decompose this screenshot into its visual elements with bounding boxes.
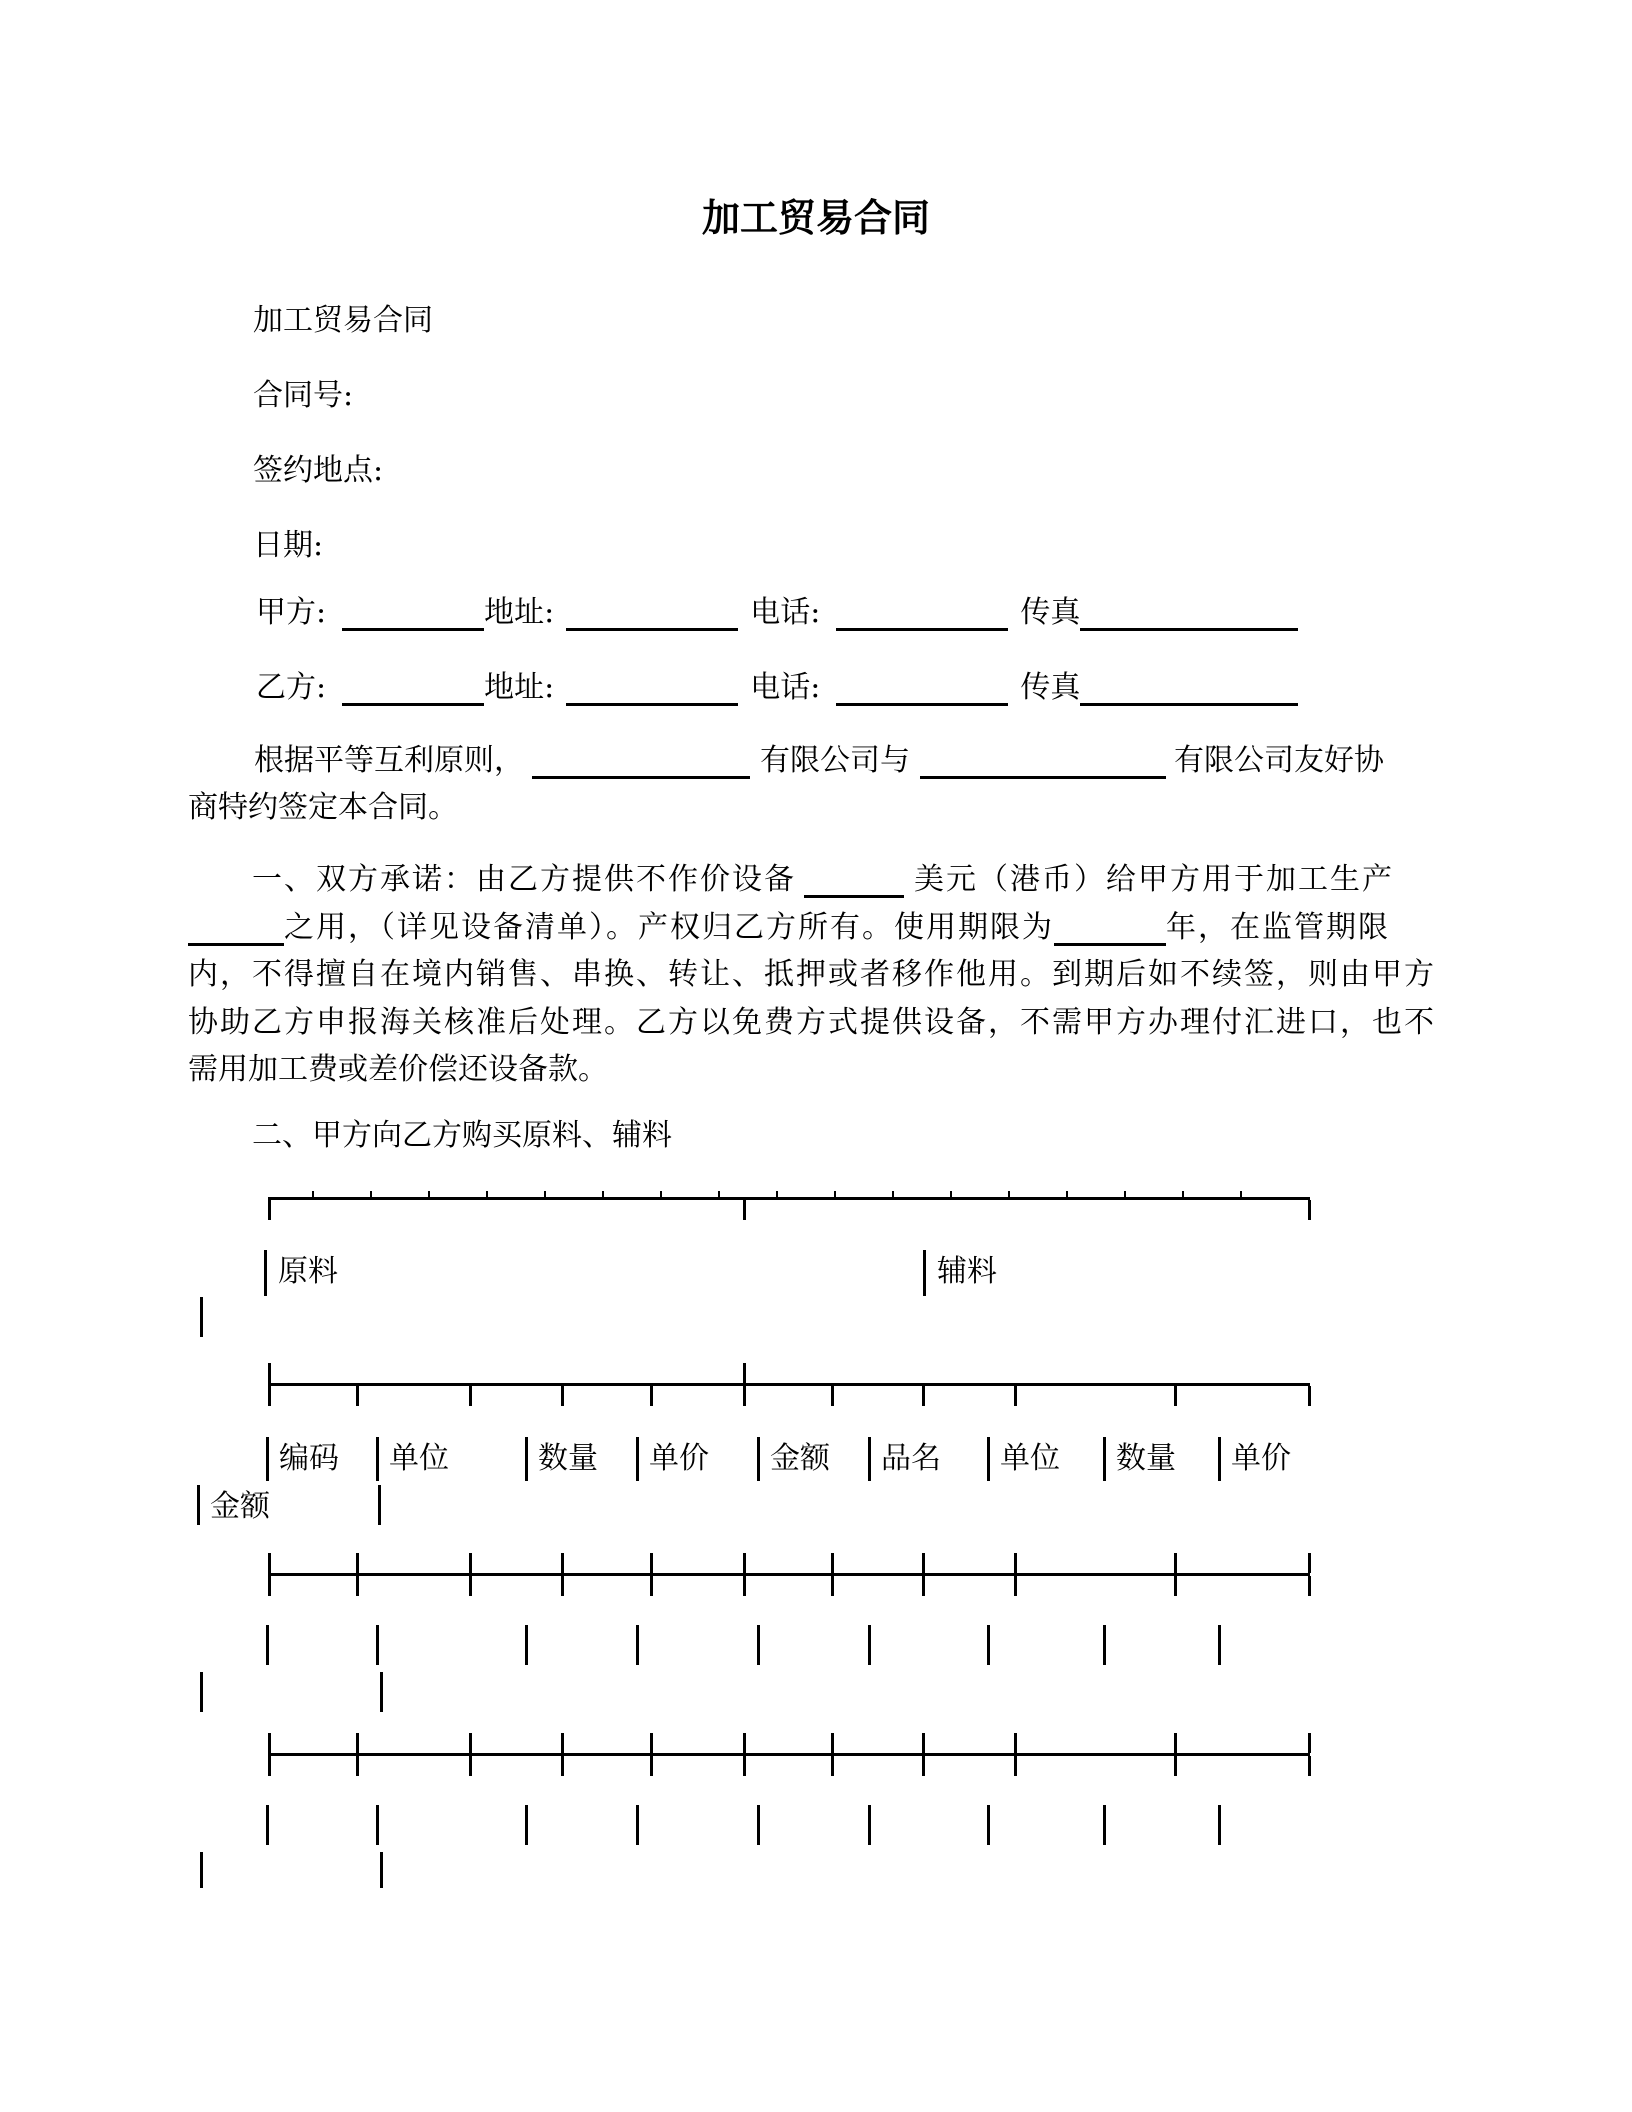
blank-field bbox=[920, 743, 1166, 779]
contract-no-label: 合同号: bbox=[253, 378, 354, 413]
table-rule-tick bbox=[356, 1386, 359, 1406]
table-rule-tick bbox=[1308, 1553, 1311, 1573]
party-b-label: 乙方: bbox=[256, 670, 327, 705]
table-rule-nick bbox=[834, 1191, 836, 1197]
table-rule-tick bbox=[743, 1576, 746, 1596]
table-rule-tick bbox=[743, 1553, 746, 1573]
table-rule-tick bbox=[1174, 1733, 1177, 1753]
col-header-7: 单位 bbox=[1000, 1441, 1060, 1476]
table-rule-line bbox=[268, 1197, 1310, 1200]
blank-field bbox=[1080, 595, 1298, 631]
column-pipe bbox=[200, 1672, 203, 1712]
intro-tail: 有限公司友好协 bbox=[1174, 743, 1384, 778]
table-rule-tick bbox=[268, 1386, 271, 1406]
table-rule-tick bbox=[356, 1553, 359, 1573]
table-rule-tick bbox=[831, 1553, 834, 1573]
table-rule-nick bbox=[1182, 1191, 1184, 1197]
table-rule-tick bbox=[1174, 1756, 1177, 1776]
column-pipe bbox=[376, 1437, 379, 1481]
blank-field bbox=[342, 595, 484, 631]
clause1-line-4: 协助乙方申报海关核准后处理。乙方以免费方式提供设备，不需甲方办理付汇进口，也不 bbox=[188, 1005, 1436, 1040]
blank-field bbox=[836, 595, 1008, 631]
table-rule-tick bbox=[268, 1553, 271, 1573]
date-label: 日期: bbox=[253, 528, 324, 563]
table-rule-tick bbox=[1174, 1576, 1177, 1596]
table-rule-tick bbox=[1308, 1733, 1311, 1753]
col-header-6: 品名 bbox=[881, 1441, 941, 1476]
column-pipe bbox=[200, 1852, 203, 1888]
table-rule-tick bbox=[743, 1386, 746, 1406]
table-rule-tick bbox=[650, 1386, 653, 1406]
column-pipe bbox=[987, 1437, 990, 1481]
table-rule-tick bbox=[650, 1553, 653, 1573]
table-rule-nick bbox=[718, 1191, 720, 1197]
intro-mid: 有限公司与 bbox=[760, 743, 910, 778]
table-rule-tick bbox=[922, 1576, 925, 1596]
clause1-line-5: 需用加工费或差价偿还设备款。 bbox=[188, 1052, 608, 1087]
table-rule-nick bbox=[1066, 1191, 1068, 1197]
table-rule-nick bbox=[602, 1191, 604, 1197]
table-rule-tick bbox=[831, 1733, 834, 1753]
column-pipe bbox=[200, 1297, 203, 1337]
clause1-l1a: 一、双方承诺：由乙方提供不作价设备 bbox=[252, 862, 796, 897]
table-rule-tick bbox=[1174, 1386, 1177, 1406]
column-pipe bbox=[380, 1852, 383, 1888]
blank-field bbox=[1080, 670, 1298, 706]
table-rule-nick bbox=[776, 1191, 778, 1197]
column-pipe bbox=[525, 1805, 528, 1845]
clause1-line-1 bbox=[252, 862, 1394, 898]
intro-line-2: 商特约签定本合同。 bbox=[188, 790, 458, 825]
column-pipe bbox=[376, 1625, 379, 1665]
clause1-l1b: 美元（港币）给甲方用于加工生产 bbox=[914, 862, 1394, 897]
table-rule-tick bbox=[268, 1756, 271, 1776]
table-rule-tick bbox=[268, 1733, 271, 1753]
table-rule-tick bbox=[356, 1733, 359, 1753]
column-pipe bbox=[266, 1437, 269, 1481]
intro-line-1 bbox=[254, 743, 1384, 779]
blank-field bbox=[566, 595, 738, 631]
table-rule-tick bbox=[1014, 1576, 1017, 1596]
table-rule-tick bbox=[1014, 1733, 1017, 1753]
table-rule-tick bbox=[561, 1553, 564, 1573]
col-header-9: 单价 bbox=[1231, 1441, 1291, 1476]
column-pipe bbox=[1218, 1437, 1221, 1481]
party-a-label: 甲方: bbox=[256, 595, 327, 630]
address-label: 地址: bbox=[484, 670, 555, 705]
col-header-8: 数量 bbox=[1116, 1441, 1176, 1476]
table-rule-tick bbox=[743, 1733, 746, 1753]
column-pipe bbox=[1103, 1437, 1106, 1481]
table-rule-nick bbox=[1008, 1191, 1010, 1197]
blank-field bbox=[188, 910, 284, 946]
column-pipe bbox=[757, 1437, 760, 1481]
table-rule-line bbox=[268, 1753, 1310, 1756]
group-header-aux-materials: 辅料 bbox=[937, 1254, 997, 1289]
column-pipe bbox=[987, 1805, 990, 1845]
table-rule-tick bbox=[922, 1553, 925, 1573]
table-rule-tick bbox=[1014, 1386, 1017, 1406]
table-rule-nick bbox=[950, 1191, 952, 1197]
table-rule-tick bbox=[268, 1200, 271, 1220]
column-pipe bbox=[264, 1250, 267, 1296]
table-rule-tick bbox=[561, 1576, 564, 1596]
table-rule-tick bbox=[268, 1363, 271, 1383]
table-rule-nick bbox=[660, 1191, 662, 1197]
column-pipe bbox=[868, 1437, 871, 1481]
table-rule-tick bbox=[561, 1733, 564, 1753]
column-pipe bbox=[380, 1672, 383, 1712]
column-pipe bbox=[636, 1625, 639, 1665]
table-rule-nick bbox=[428, 1191, 430, 1197]
table-rule-tick bbox=[922, 1733, 925, 1753]
col-header-5: 金额 bbox=[770, 1441, 830, 1476]
blank-field bbox=[342, 670, 484, 706]
phone-label: 电话: bbox=[750, 595, 821, 630]
intro-lead: 根据平等互利原则， bbox=[254, 743, 524, 778]
table-rule-nick bbox=[312, 1191, 314, 1197]
clause1-l2a: 之用，（详见设备清单）。产权归乙方所有。使用期限为 bbox=[284, 910, 1054, 945]
table-rule-tick bbox=[650, 1756, 653, 1776]
column-pipe bbox=[636, 1805, 639, 1845]
column-pipe bbox=[987, 1625, 990, 1665]
table-rule-nick bbox=[1240, 1191, 1242, 1197]
blank-field bbox=[566, 670, 738, 706]
column-pipe bbox=[923, 1250, 926, 1296]
table-rule-tick bbox=[650, 1733, 653, 1753]
col-header-3: 数量 bbox=[538, 1441, 598, 1476]
doc-subtitle: 加工贸易合同 bbox=[253, 303, 433, 338]
column-pipe bbox=[1103, 1805, 1106, 1845]
party-b-row bbox=[256, 670, 1298, 706]
table-rule-tick bbox=[469, 1756, 472, 1776]
column-pipe bbox=[376, 1805, 379, 1845]
table-rule-tick bbox=[469, 1386, 472, 1406]
party-a-row bbox=[256, 595, 1298, 631]
table-rule-tick bbox=[356, 1576, 359, 1596]
table-rule-tick bbox=[650, 1576, 653, 1596]
phone-label: 电话: bbox=[750, 670, 821, 705]
fax-label: 传真 bbox=[1020, 595, 1081, 630]
column-pipe bbox=[757, 1625, 760, 1665]
column-pipe bbox=[525, 1625, 528, 1665]
column-pipe bbox=[266, 1625, 269, 1665]
table-rule-tick bbox=[268, 1576, 271, 1596]
table-rule-nick bbox=[1124, 1191, 1126, 1197]
col-header-2: 单位 bbox=[389, 1441, 449, 1476]
column-pipe bbox=[868, 1625, 871, 1665]
column-pipe bbox=[636, 1437, 639, 1481]
column-pipe bbox=[378, 1485, 381, 1525]
table-rule-tick bbox=[469, 1576, 472, 1596]
table-rule-line bbox=[268, 1573, 1310, 1576]
table-rule-line bbox=[268, 1383, 1310, 1386]
table-rule-tick bbox=[1308, 1756, 1311, 1776]
table-rule-tick bbox=[1174, 1553, 1177, 1573]
table-rule-tick bbox=[356, 1756, 359, 1776]
table-rule-tick bbox=[469, 1553, 472, 1573]
table-rule-nick bbox=[544, 1191, 546, 1197]
table-rule-tick bbox=[831, 1576, 834, 1596]
column-pipe bbox=[197, 1485, 200, 1525]
clause1-line-2 bbox=[188, 910, 1390, 946]
column-pipe bbox=[1218, 1625, 1221, 1665]
column-pipe bbox=[266, 1805, 269, 1845]
sign-place-label: 签约地点: bbox=[253, 453, 384, 488]
clause2-heading: 二、甲方向乙方购买原料、辅料 bbox=[252, 1118, 672, 1153]
column-pipe bbox=[1218, 1805, 1221, 1845]
table-rule-tick bbox=[743, 1363, 746, 1383]
page-title: 加工贸易合同 bbox=[701, 196, 930, 240]
column-pipe bbox=[757, 1805, 760, 1845]
table-rule-tick bbox=[831, 1756, 834, 1776]
table-rule-nick bbox=[370, 1191, 372, 1197]
column-pipe bbox=[868, 1805, 871, 1845]
table-rule-tick bbox=[1308, 1576, 1311, 1596]
table-rule-tick bbox=[743, 1200, 746, 1220]
col-header-wrapped: 金额 bbox=[210, 1489, 270, 1524]
table-rule-tick bbox=[1308, 1200, 1311, 1220]
blank-field bbox=[532, 743, 750, 779]
table-rule-tick bbox=[831, 1386, 834, 1406]
group-header-raw-materials: 原料 bbox=[278, 1254, 338, 1289]
table-rule-tick bbox=[561, 1756, 564, 1776]
table-rule-tick bbox=[561, 1386, 564, 1406]
blank-field bbox=[1054, 910, 1166, 946]
table-rule-nick bbox=[892, 1191, 894, 1197]
address-label: 地址: bbox=[484, 595, 555, 630]
column-pipe bbox=[1103, 1625, 1106, 1665]
fax-label: 传真 bbox=[1020, 670, 1081, 705]
clause1-line-3: 内，不得擅自在境内销售、串换、转让、抵押或者移作他用。到期后如不续签，则由甲方 bbox=[188, 957, 1436, 992]
clause1-l2b: 年，在监管期限 bbox=[1166, 910, 1390, 945]
col-header-4: 单价 bbox=[649, 1441, 709, 1476]
table-rule-tick bbox=[743, 1756, 746, 1776]
table-rule-tick bbox=[922, 1386, 925, 1406]
blank-field bbox=[804, 862, 904, 898]
table-rule-tick bbox=[1014, 1553, 1017, 1573]
blank-field bbox=[836, 670, 1008, 706]
table-rule-tick bbox=[922, 1756, 925, 1776]
table-rule-nick bbox=[486, 1191, 488, 1197]
table-rule-tick bbox=[1308, 1386, 1311, 1406]
column-pipe bbox=[525, 1437, 528, 1481]
table-rule-tick bbox=[1014, 1756, 1017, 1776]
table-rule-tick bbox=[469, 1733, 472, 1753]
col-header-1: 编码 bbox=[279, 1441, 339, 1476]
